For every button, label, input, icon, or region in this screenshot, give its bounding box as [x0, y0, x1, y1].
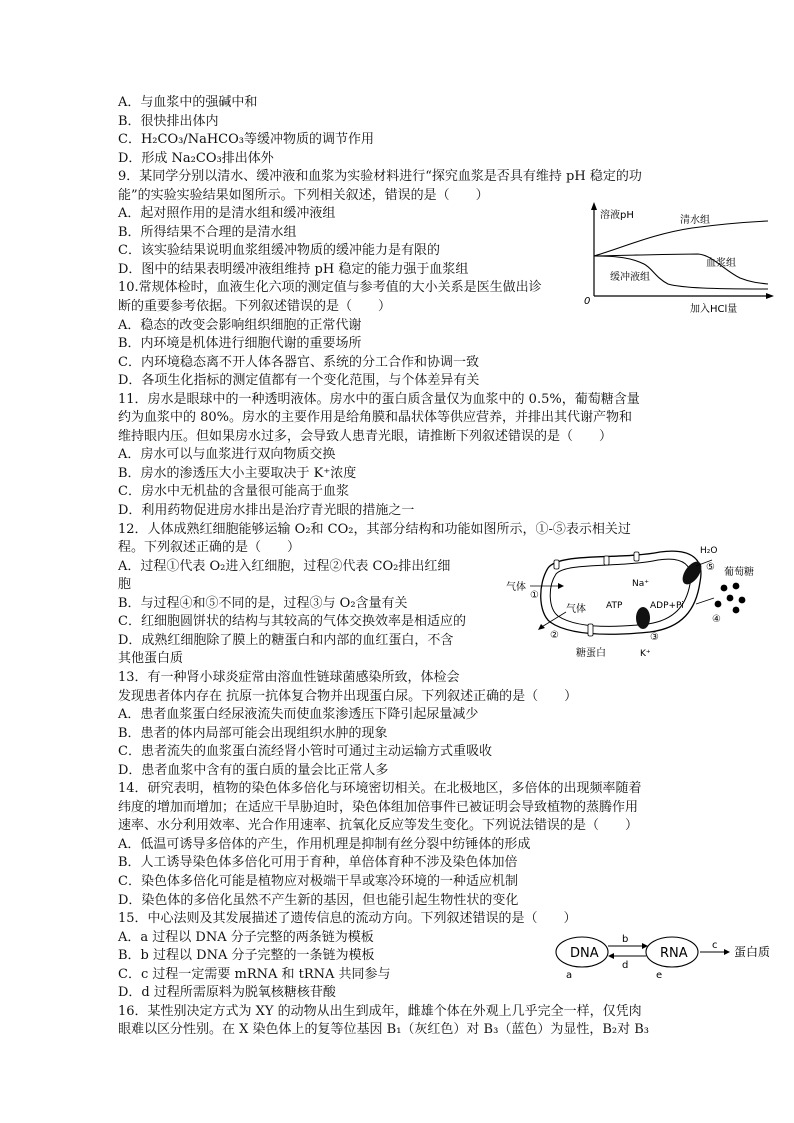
atp-label: ATP [606, 601, 623, 611]
ph-curve-figure [582, 198, 782, 316]
text-line: 眼难以区分性别。在 X 染色体上的复等位基因 B₁（灰红色）对 B₃（蓝色）为显性，B₂对 B₃ [118, 1022, 649, 1038]
glucose-dot [727, 595, 734, 602]
text-line: 10.常规体检时，血液生化六项的测定值与参考值的大小关系是医生做出诊 [118, 280, 542, 296]
sodium-label: Na⁺ [632, 579, 649, 589]
y-axis-label: 溶液pH [600, 210, 634, 221]
text-line: 胞 [118, 577, 132, 593]
text-line: B．与过程④和⑤不同的是，过程③与 O₂含量有关 [118, 595, 408, 611]
series-label-plasma: 血浆组 [706, 258, 736, 269]
text-line: 11．房水是眼球中的一种透明液体。房水中的蛋白质含量仅为血浆中的 0.5%，葡萄糖含量 [118, 391, 640, 407]
text-line: 16．某性别决定方式为 XY 的动物从出生到成年，雌雄个体在外观上几乎完全一样，仅凭肉 [118, 1003, 642, 1019]
text-line: C．染色体多倍化可能是植物应对极端干旱或寒冷环境的一种适应机制 [118, 873, 518, 889]
text-line: A．患者血浆蛋白经尿液流失而使血浆渗透压下降引起尿量减少 [118, 707, 479, 723]
text-line: B．很快排出体内 [118, 113, 219, 129]
text-line: D．图中的结果表明缓冲液组维持 pH 稳定的能力强于血浆组 [118, 261, 469, 277]
text-line: C．患者流失的血浆蛋白流经肾小管时可通过主动运输方式重吸收 [118, 744, 492, 760]
glucose-label: 葡萄糖 [724, 567, 754, 578]
text-line: 14．研究表明，植物的染色体多倍化与环境密切相关。在北极地区，多倍体的出现频率随着 [118, 781, 642, 797]
gas-label-inside: 气体 [566, 604, 586, 615]
x-axis-label: 加入HCl量 [690, 304, 738, 315]
glucose-dot [733, 607, 740, 614]
dna-node: DNA [570, 946, 599, 961]
text-line: A．起对照作用的是清水组和缓冲液组 [118, 206, 336, 222]
text-line: B．内环境是机体进行细胞代谢的重要场所 [118, 336, 362, 352]
text-line: B．b 过程以 DNA 分子完整的一条链为模板 [118, 948, 375, 964]
arrow-head [724, 949, 730, 955]
text-line: A．a 过程以 DNA 分子完整的两条链为模板 [118, 929, 374, 945]
text-line: 15．中心法则及其发展描述了遗传信息的流动方向。下列叙述错误的是（ ） [118, 911, 577, 927]
text-line: 断的重要参考依据。下列叙述错误的是（ ） [118, 299, 392, 315]
text-line: C．内环境稳态离不开人体各器官、系统的分工合作和协调一致 [118, 354, 479, 370]
potassium-label: K⁺ [640, 649, 651, 659]
text-line: 能”的实验实验结果如图所示。下列相关叙述，错误的是（ ） [118, 187, 489, 203]
text-line: A．房水可以与血浆进行双向物质交换 [118, 447, 336, 463]
cell-inner-membrane [550, 559, 691, 626]
text-line: 维持眼内压。但如果房水过多，会导致人患青光眼，请推断下列叙述错误的是（ ） [118, 428, 613, 444]
text-line: D．患者血浆中含有的蛋白质的量会比正常人多 [118, 762, 389, 778]
text-line: D．利用药物促进房水排出是治疗青光眼的措施之一 [118, 503, 415, 519]
series-line-water [594, 221, 768, 256]
text-line: B．房水的渗透压大小主要取决于 K⁺浓度 [118, 465, 357, 481]
x-axis-arrow [766, 293, 774, 299]
text-line: D．d 过程所需原料为脱氧核糖核苷酸 [118, 985, 336, 1001]
glucose-dot [733, 583, 740, 590]
origin-label: 0 [584, 296, 591, 307]
text-line: D．各项生化指标的测定值都有一个变化范围，与个体差异有关 [118, 373, 480, 389]
series-label-buffer: 缓冲液组 [610, 272, 650, 283]
arrow-head [538, 624, 545, 630]
label-b: b [622, 934, 629, 945]
text-line: 发现患者体内存在 抗原一抗体复合物并出现蛋白尿。下列叙述正确的是（ ） [118, 688, 578, 704]
text-line: 约为血浆中的 80%。房水的主要作用是给角膜和晶状体等供应营养，并排出其代谢产物和 [118, 410, 633, 426]
h2o-label: H₂O [700, 546, 718, 556]
text-line: A．低温可诱导多倍体的产生，作用机理是抑制有丝分裂中纺锤体的形成 [118, 836, 531, 852]
gas-label-outside: 气体 [506, 582, 526, 593]
text-line: 9．某同学分别以清水、缓冲液和血浆为实验材料进行“探究血浆是否具有维持 pH 稳定的功 [118, 169, 642, 185]
glucose-dot [721, 585, 728, 592]
y-axis-arrow [591, 202, 597, 210]
red-blood-cell-figure [500, 540, 770, 665]
series-label-water: 清水组 [680, 215, 710, 226]
cell-membrane [541, 551, 701, 634]
text-line: 13．有一种肾小球炎症常由溶血性链球菌感染所致，体检会 [118, 669, 460, 685]
process-4-label: ④ [712, 614, 721, 625]
text-line: C．c 过程一定需要 mRNA 和 tRNA 共同参与 [118, 966, 391, 982]
protein-node: 蛋白质 [734, 945, 771, 959]
label-d: d [622, 960, 629, 971]
text-line: A．稳态的改变会影响组织细胞的正常代谢 [118, 317, 362, 333]
text-line: C．红细胞圆饼状的结构与其较高的气体交换效率是相适应的 [118, 614, 466, 630]
arrow-head [608, 953, 614, 959]
text-line: 12．人体成熟红细胞能够运输 O₂和 CO₂，其部分结构和功能如图所示，①-⑤表示相关过 [118, 521, 631, 537]
text-line: D．成熟红细胞除了膜上的糖蛋白和内部的血红蛋白，不含 [118, 632, 454, 648]
text-line: A．过程①代表 O₂进入红细胞，过程②代表 CO₂排出红细 [118, 558, 451, 574]
process-1-label: ① [530, 590, 539, 601]
central-dogma-figure [550, 924, 782, 980]
text-line: B．所得结果不合理的是清水组 [118, 224, 297, 240]
arrow-line [696, 598, 714, 604]
glycoprotein-label: 糖蛋白 [576, 648, 606, 659]
label-e: e [656, 970, 663, 980]
membrane-protein [604, 556, 609, 565]
text-line: C．H₂CO₃/NaHCO₃等缓冲物质的调节作用 [118, 132, 374, 148]
text-line: C．房水中无机盐的含量很可能高于血浆 [118, 484, 349, 500]
membrane-protein [554, 560, 559, 569]
membrane-protein [634, 552, 639, 561]
text-line: C．该实验结果说明血浆组缓冲物质的缓冲能力是有限的 [118, 243, 440, 259]
glucose-dot [715, 601, 722, 608]
glycoprotein-marker [588, 624, 593, 636]
arrow-head [558, 583, 564, 589]
sodium-potassium-pump [636, 607, 650, 629]
glucose-dot [739, 597, 746, 604]
text-line: 速率、水分利用效率、光合作用速率、抗氧化反应等发生变化。下列说法错误的是（ ） [118, 818, 639, 834]
process-3-label: ③ [650, 632, 659, 643]
process-5-label: ⑤ [706, 562, 715, 573]
text-line: D．形成 Na₂CO₃排出体外 [118, 150, 274, 166]
rna-node: RNA [660, 946, 688, 961]
text-line: 程。下列叙述正确的是（ ） [118, 540, 301, 556]
text-line: 其他蛋白质 [118, 651, 184, 667]
text-line: B．人工诱导染色体多倍化可用于育种，单倍体育种不涉及染色体加倍 [118, 855, 518, 871]
text-line: D．染色体的多倍化虽然不产生新的基因，但也能引起生物性状的变化 [118, 892, 519, 908]
label-a: a [566, 970, 573, 980]
adp-label: ADP+Pi [650, 601, 684, 611]
text-line: B．患者的体内局部可能会出现组织水肿的现象 [118, 725, 388, 741]
process-2-label: ② [550, 630, 559, 641]
text-line: A．与血浆中的强碱中和 [118, 95, 258, 110]
text-line: 纬度的增加而增加；在适应干旱胁迫时，染色体组加倍事件已被证明会导致植物的蒸腾作用 [118, 799, 639, 815]
label-c: c [712, 940, 718, 951]
